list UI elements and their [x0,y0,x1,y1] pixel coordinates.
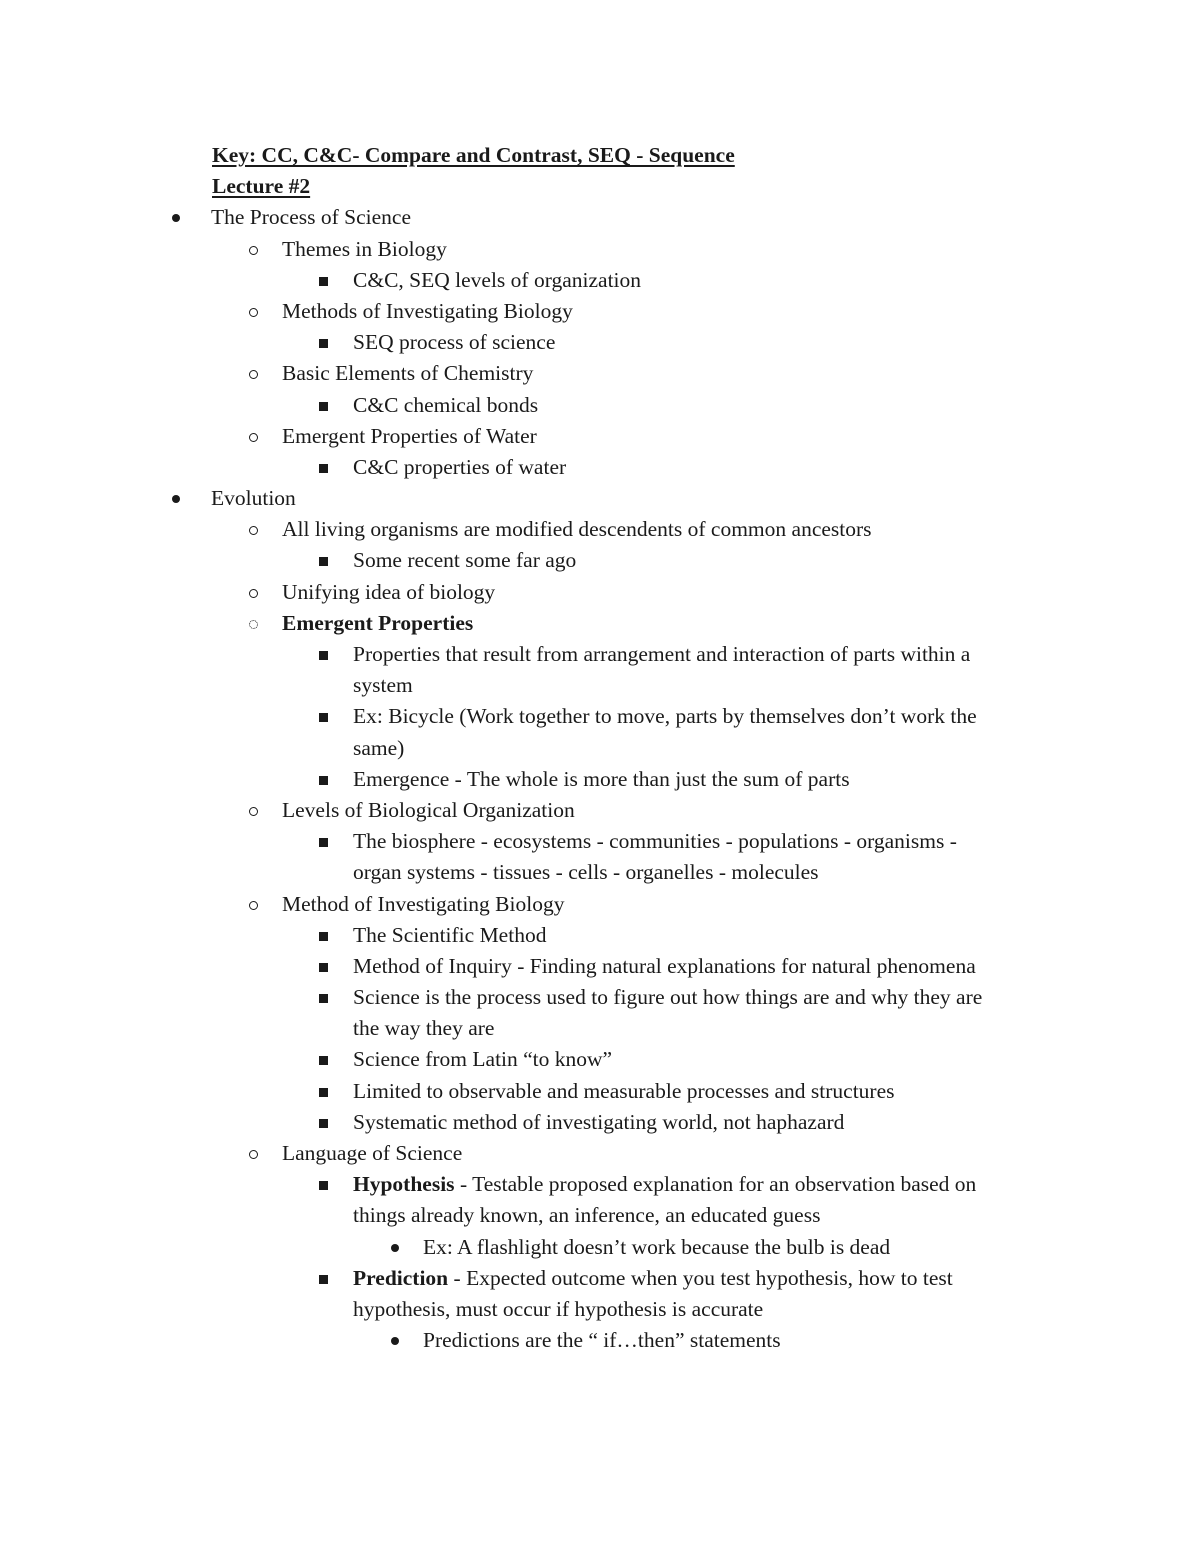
list-item: Prediction - Expected outcome when you test hypothesis, how to test [0,1263,1200,1294]
list-item: Science is the process used to figure out how things are and why they are [0,982,1200,1013]
square-bullet-icon [319,557,328,566]
list-item: SEQ process of science [0,327,1200,358]
list-item: Predictions are the “ if…then” statements [0,1325,1200,1356]
list-item: Method of Investigating Biology [0,889,1200,920]
hollow-bullet-icon [249,1150,258,1159]
list-item: Hypothesis - Testable proposed explanation for an observation based on [0,1169,1200,1200]
list-item: Language of Science [0,1138,1200,1169]
list-item: Properties that result from arrangement and interaction of parts within a [0,639,1200,670]
list-item: Emergent Properties of Water [0,421,1200,452]
lecture-heading: Lecture #2 [212,174,311,199]
square-bullet-icon [319,1181,328,1190]
list-item-continuation: things already known, an inference, an educated guess [353,1203,821,1228]
list-item-continuation: same) [353,735,405,760]
list-item: The Process of Science [0,202,1200,233]
list-item-continuation: hypothesis, must occur if hypothesis is accurate [353,1296,764,1321]
list-item: Emergent Properties [0,608,1200,639]
square-bullet-icon [319,277,328,286]
list-item: Unifying idea of biology [0,577,1200,608]
list-item-continuation: the way they are [353,1016,495,1041]
square-bullet-icon [319,713,328,722]
dotted-bullet-icon [249,620,258,629]
square-bullet-icon [319,339,328,348]
list-item: The biosphere - ecosystems - communities - populations - organisms - [0,826,1200,857]
list-item: C&C chemical bonds [0,390,1200,421]
list-item: Ex: Bicycle (Work together to move, parts by themselves don’t work the [0,701,1200,732]
list-item: Systematic method of investigating world, not haphazard [0,1107,1200,1138]
list-item-continuation: system [353,673,413,698]
hollow-bullet-icon [249,308,258,317]
filled-bullet-icon [172,214,180,222]
filled-bullet-icon [391,1244,399,1252]
square-bullet-icon [319,838,328,847]
square-bullet-icon [319,1056,328,1065]
hollow-bullet-icon [249,589,258,598]
hollow-bullet-icon [249,526,258,535]
square-bullet-icon [319,464,328,473]
list-item: Basic Elements of Chemistry [0,358,1200,389]
square-bullet-icon [319,1119,328,1128]
square-bullet-icon [319,1275,328,1284]
list-item: C&C properties of water [0,452,1200,483]
square-bullet-icon [319,932,328,941]
list-item: Methods of Investigating Biology [0,296,1200,327]
list-item: Limited to observable and measurable processes and structures [0,1076,1200,1107]
list-item: Method of Inquiry - Finding natural explanations for natural phenomena [0,951,1200,982]
hollow-bullet-icon [249,901,258,910]
list-item: Evolution [0,483,1200,514]
square-bullet-icon [319,1088,328,1097]
filled-bullet-icon [172,495,180,503]
list-item: Ex: A flashlight doesn’t work because the bulb is dead [0,1232,1200,1263]
key-heading: Key: CC, C&C- Compare and Contrast, SEQ - Sequence [212,143,735,167]
list-item: C&C, SEQ levels of organization [0,265,1200,296]
list-item: The Scientific Method [0,920,1200,951]
square-bullet-icon [319,963,328,972]
list-item-continuation: organ systems - tissues - cells - organelles - molecules [353,860,819,885]
list-item: Some recent some far ago [0,545,1200,576]
list-item: Themes in Biology [0,234,1200,265]
square-bullet-icon [319,994,328,1003]
list-item: Levels of Biological Organization [0,795,1200,826]
list-item: All living organisms are modified descendents of common ancestors [0,514,1200,545]
hollow-bullet-icon [249,807,258,816]
list-item: Science from Latin “to know” [0,1044,1200,1075]
list-item: Emergence - The whole is more than just the sum of parts [0,764,1200,795]
filled-bullet-icon [391,1337,399,1345]
square-bullet-icon [319,776,328,785]
hollow-bullet-icon [249,433,258,442]
square-bullet-icon [319,651,328,660]
square-bullet-icon [319,402,328,411]
notes-body [0,140,1200,1356]
hollow-bullet-icon [249,370,258,379]
hollow-bullet-icon [249,246,258,255]
